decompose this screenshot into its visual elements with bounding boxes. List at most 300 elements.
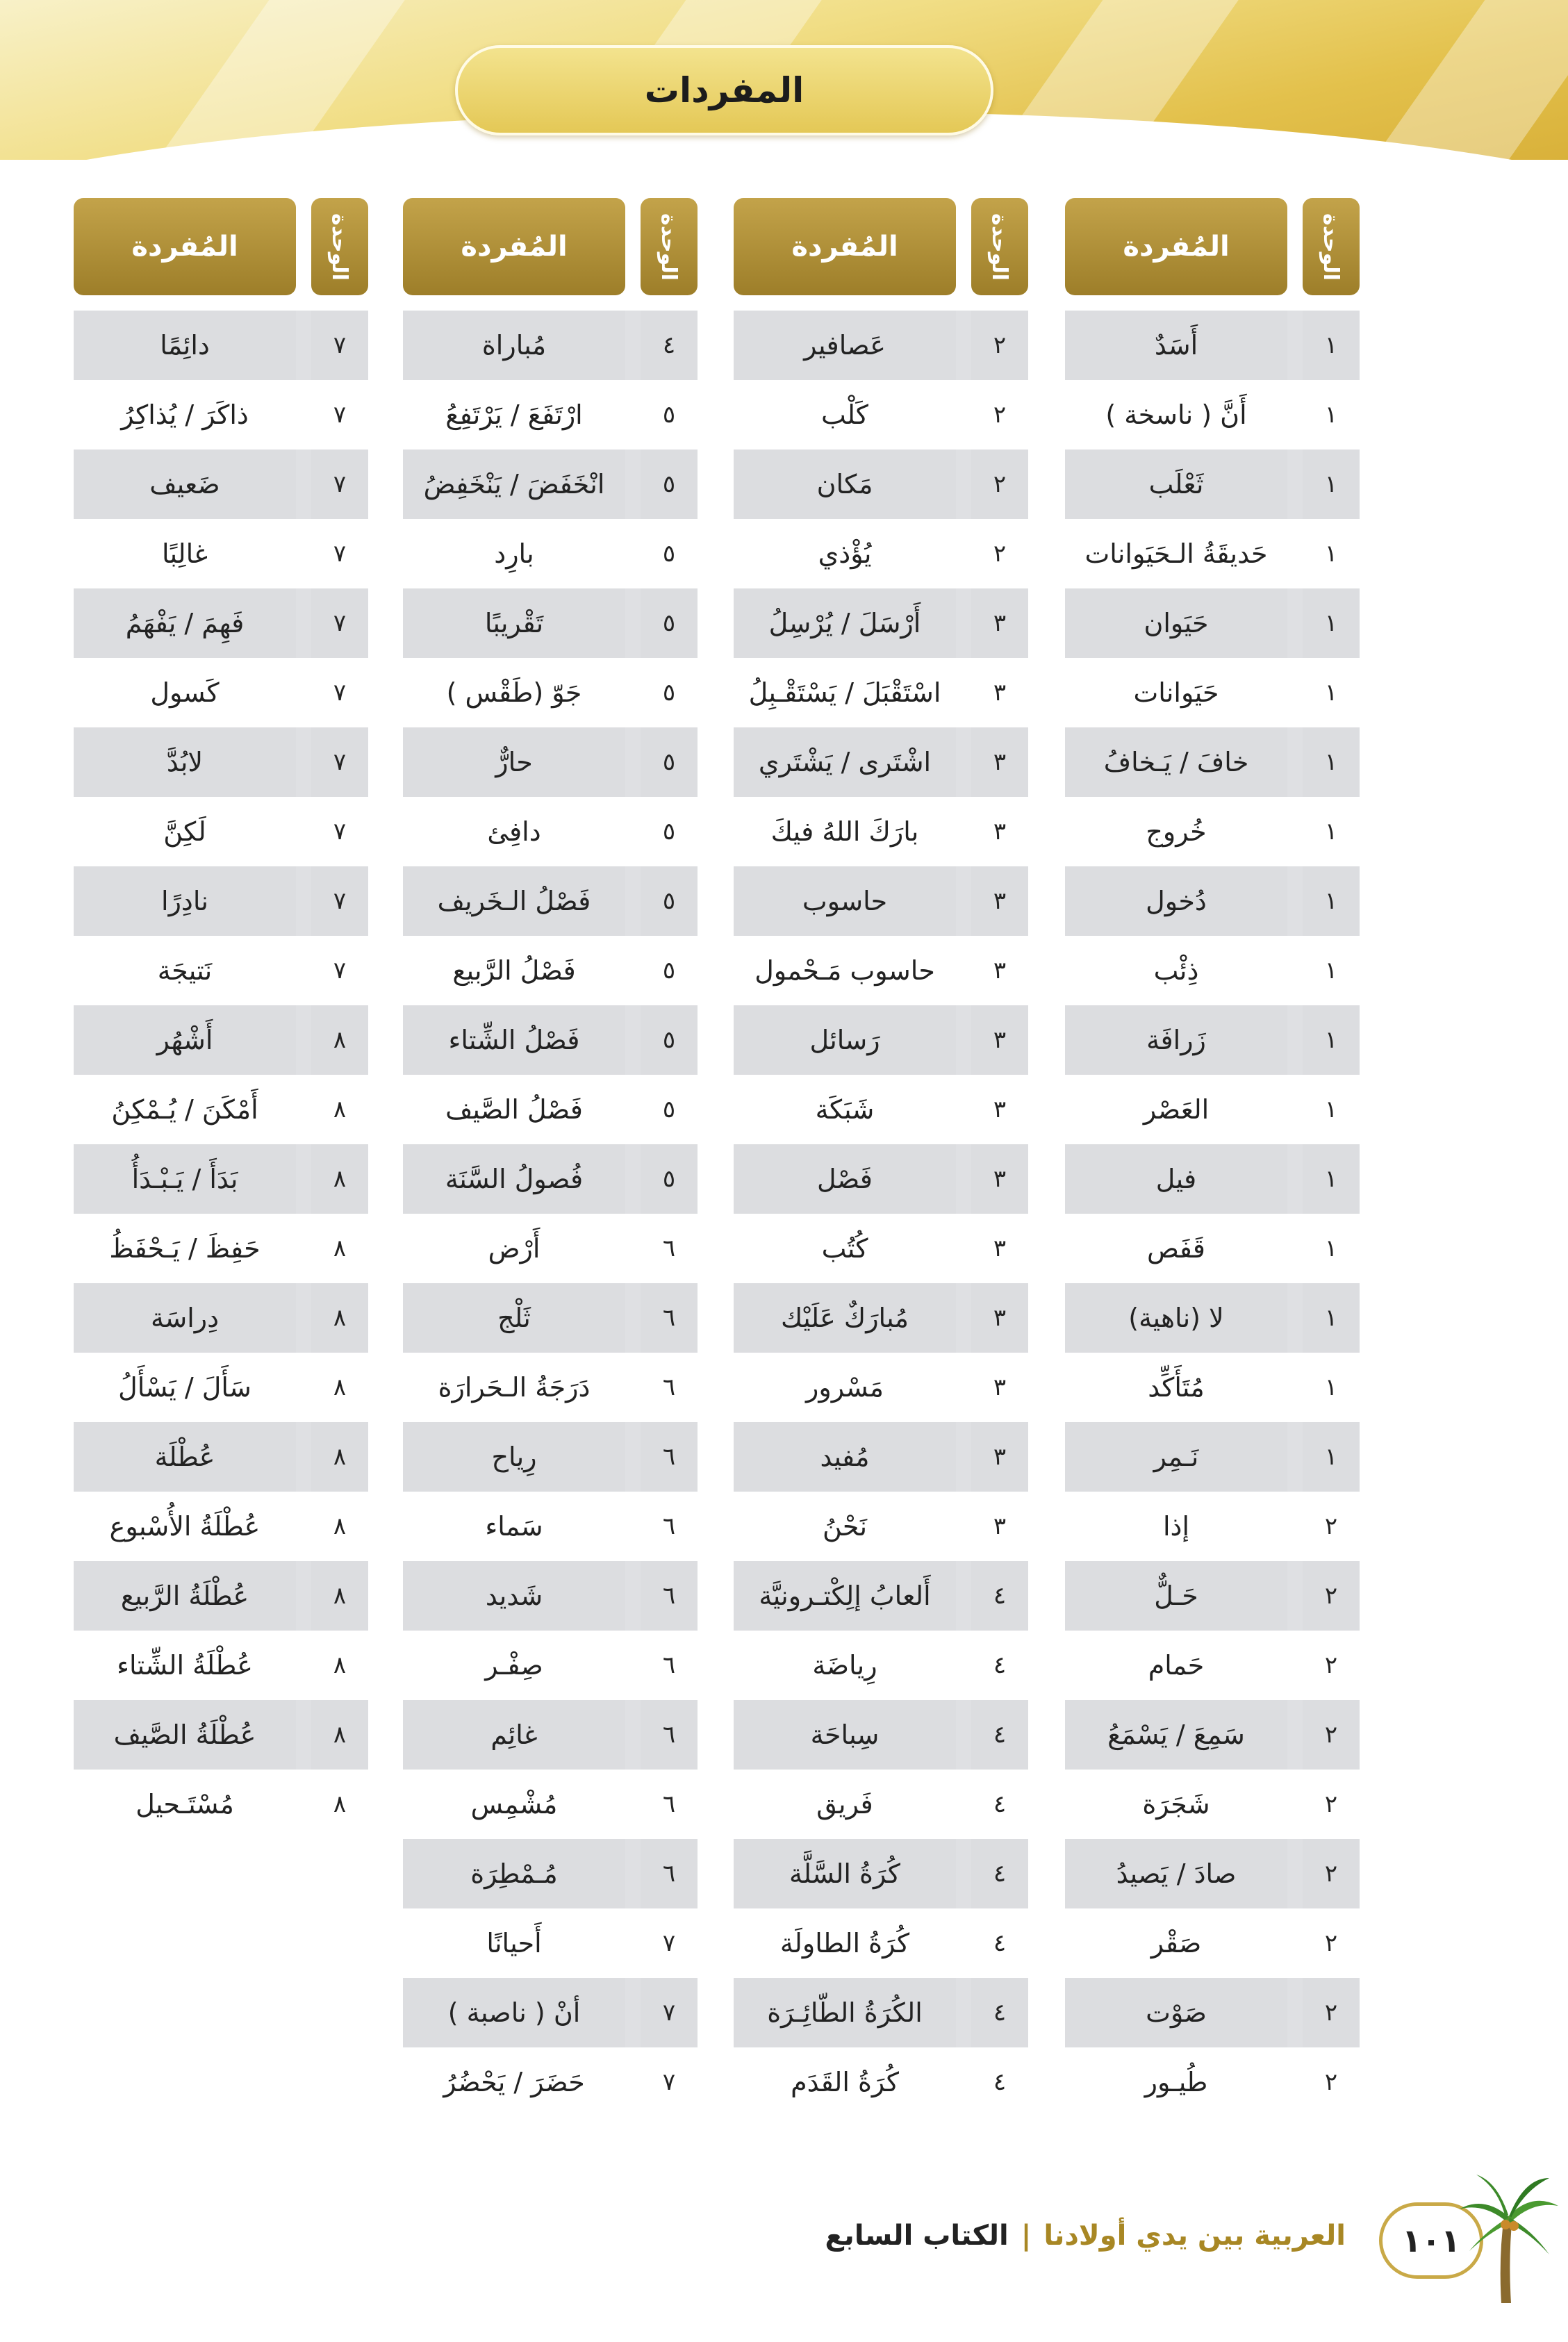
vocab-word: حَضَرَ / يَحْضُرُ [403,2047,625,2117]
unit-number: ٣ [971,588,1028,658]
vocab-word: لا (ناهية) [1065,1283,1287,1353]
table-row [1065,797,1360,866]
vocab-word: مُشْمِس [403,1770,625,1839]
table-row [74,519,368,588]
vocab-word: أَرْسَلَ / يُرْسِلُ [734,588,956,658]
vocab-word: عُطْلَةُ الأُسْبوع [74,1492,296,1561]
book-title [825,2220,1346,2252]
unit-number: ٤ [971,1561,1028,1631]
unit-number: ٦ [641,1422,698,1492]
vocab-word: فَهِمَ / يَفْهَمُ [74,588,296,658]
table-row [1065,1005,1360,1075]
vocab-word: حَمام [1065,1631,1287,1700]
table-row [403,1839,698,1908]
unit-number: ١ [1303,797,1360,866]
vocab-word: لابُدَّ [74,727,296,797]
unit-number: ١ [1303,1283,1360,1353]
vocab-word: الكُرَةُ الطّائِـرَة [734,1978,956,2047]
table-row [734,1770,1028,1839]
vocab-word: حَفِظَ / يَـحْفَظُ [74,1214,296,1283]
vocab-word: دائِمًا [74,311,296,380]
table-row [74,1492,368,1561]
table-row [403,797,698,866]
vocab-word: سَمِعَ / يَسْمَعُ [1065,1700,1287,1770]
vocab-table-3 [403,198,698,2117]
table-body [1065,311,1360,2117]
unit-number: ٨ [311,1075,368,1144]
table-row [1065,727,1360,797]
unit-number: ٢ [971,311,1028,380]
vocab-word: حَـلٌّ [1065,1561,1287,1631]
vocab-word: عُطْلَةُ الصَّيف [74,1700,296,1770]
table-row [734,380,1028,450]
vocab-word: حارٌّ [403,727,625,797]
header-word-label: المُفردة [1065,198,1287,295]
unit-number: ١ [1303,1422,1360,1492]
table-row [1065,1561,1360,1631]
unit-number: ٥ [641,1075,698,1144]
table-row [1065,1631,1360,1700]
vocab-word: رِياح [403,1422,625,1492]
unit-number: ٧ [311,380,368,450]
table-row [1065,380,1360,450]
vocab-word: دافِئ [403,797,625,866]
table-row [1065,1978,1360,2047]
unit-number: ٦ [641,1839,698,1908]
vocab-word: يُؤْذي [734,519,956,588]
table-body [403,311,698,2117]
table-row [403,1283,698,1353]
vocab-word: عُطْلَة [74,1422,296,1492]
unit-number: ٣ [971,1492,1028,1561]
unit-number: ٨ [311,1422,368,1492]
table-row [734,1353,1028,1422]
vocab-word: مَكان [734,450,956,519]
table-header [403,198,698,295]
vocab-word: رَسائل [734,1005,956,1075]
unit-number: ١ [1303,588,1360,658]
book-volume: الكتاب السابع [825,2220,1009,2252]
table-row [403,658,698,727]
vocab-word: جَوّ (طَقْس ) [403,658,625,727]
table-row [403,1908,698,1978]
table-row [74,658,368,727]
table-row [734,1908,1028,1978]
header-unit-cell [971,198,1028,295]
table-row [403,727,698,797]
unit-number: ٦ [641,1631,698,1700]
table-row [74,1144,368,1214]
table-row [734,727,1028,797]
vocab-word: ذاكَرَ / يُذاكِرُ [74,380,296,450]
vocab-word: دِراسَة [74,1283,296,1353]
table-header [734,198,1028,295]
header-unit-label: الوحدة [987,213,1012,281]
table-row [734,1214,1028,1283]
unit-number: ٨ [311,1144,368,1214]
table-row [403,311,698,380]
unit-number: ٢ [971,519,1028,588]
vocab-word: فَصْلُ الرَّبيع [403,936,625,1005]
unit-number: ٥ [641,797,698,866]
unit-number: ٧ [641,1978,698,2047]
unit-number: ٣ [971,727,1028,797]
unit-number: ٦ [641,1561,698,1631]
table-row [403,1700,698,1770]
table-row [734,588,1028,658]
unit-number: ٤ [971,1700,1028,1770]
header-word-label: المُفردة [403,198,625,295]
unit-number: ٥ [641,936,698,1005]
unit-number: ٧ [311,658,368,727]
table-row [74,1005,368,1075]
vocab-word: سَأَلَ / يَسْأَلُ [74,1353,296,1422]
unit-number: ٢ [971,380,1028,450]
unit-number: ٥ [641,1144,698,1214]
unit-number: ٣ [971,658,1028,727]
unit-number: ٧ [311,866,368,936]
unit-number: ٨ [311,1561,368,1631]
vocab-word: نادِرًا [74,866,296,936]
unit-number: ٥ [641,519,698,588]
vocab-word: مُباراة [403,311,625,380]
vocab-word: لَكِنَّ [74,797,296,866]
vocab-word: حاسوب مَـحْمول [734,936,956,1005]
unit-number: ٧ [311,450,368,519]
table-body [734,311,1028,2117]
table-row [734,311,1028,380]
table-row [734,1978,1028,2047]
unit-number: ٧ [311,797,368,866]
unit-number: ٧ [311,519,368,588]
unit-number: ٥ [641,380,698,450]
table-row [1065,1422,1360,1492]
vocab-word: تَقْريبًا [403,588,625,658]
unit-number: ٤ [971,1631,1028,1700]
vocab-word: مُـمْطِرَة [403,1839,625,1908]
unit-number: ٨ [311,1214,368,1283]
vocab-table-2 [734,198,1028,2117]
vocab-word: كُرَةُ الطاولَة [734,1908,956,1978]
unit-number: ٢ [1303,1908,1360,1978]
vocab-word: أَسَدٌ [1065,311,1287,380]
unit-number: ٢ [1303,1978,1360,2047]
header-unit-cell [311,198,368,295]
table-row [74,797,368,866]
unit-number: ٤ [971,1770,1028,1839]
table-row [74,1214,368,1283]
vocab-word: اشْتَرى / يَشْتَري [734,727,956,797]
table-row [734,1492,1028,1561]
unit-number: ٢ [1303,1839,1360,1908]
unit-number: ٦ [641,1214,698,1283]
vocab-word: شَديد [403,1561,625,1631]
unit-number: ١ [1303,866,1360,936]
unit-number: ٥ [641,866,698,936]
table-row [734,797,1028,866]
vocab-word: ثَلْج [403,1283,625,1353]
unit-number: ٢ [1303,1631,1360,1700]
table-row [74,866,368,936]
unit-number: ٦ [641,1700,698,1770]
vocab-word: فَصْلُ الـخَريف [403,866,625,936]
page-footer [0,2175,1568,2314]
unit-number: ٨ [311,1283,368,1353]
table-row [734,1561,1028,1631]
vocab-word: حَيَوان [1065,588,1287,658]
unit-number: ١ [1303,1214,1360,1283]
table-row [1065,588,1360,658]
table-row [734,1631,1028,1700]
header-unit-cell [1303,198,1360,295]
vocab-word: بارِد [403,519,625,588]
table-row [403,1422,698,1492]
vocab-table-1 [1065,198,1360,2117]
vocab-word: ضَعيف [74,450,296,519]
table-row [403,936,698,1005]
table-row [74,936,368,1005]
unit-number: ٢ [1303,2047,1360,2117]
vocab-word: عَصافير [734,311,956,380]
unit-number: ٥ [641,588,698,658]
table-row [1065,311,1360,380]
vocab-word: أَحيانًا [403,1908,625,1978]
table-row [403,1978,698,2047]
table-row [1065,1075,1360,1144]
vocab-word: دَرَجَةُ الـحَرارَة [403,1353,625,1422]
vocab-word: أَشْهُر [74,1005,296,1075]
table-row [403,1770,698,1839]
vocab-word: فيل [1065,1144,1287,1214]
unit-number: ٤ [971,1839,1028,1908]
vocab-word: انْخَفَضَ / يَنْخَفِضُ [403,450,625,519]
page-number: ١٠١ [1379,2202,1483,2279]
vocab-word: نَتيجَة [74,936,296,1005]
table-row [74,1075,368,1144]
unit-number: ٧ [311,727,368,797]
vocab-word: حَيَوانات [1065,658,1287,727]
vocab-word: خُروج [1065,797,1287,866]
table-row [74,1561,368,1631]
unit-number: ١ [1303,311,1360,380]
unit-number: ٢ [1303,1561,1360,1631]
unit-number: ٦ [641,1283,698,1353]
vocab-word: نَـمِر [1065,1422,1287,1492]
unit-number: ٥ [641,450,698,519]
table-row [403,1005,698,1075]
unit-number: ١ [1303,727,1360,797]
table-row [1065,1214,1360,1283]
vocab-word: اسْتَقْبَلَ / يَسْتَقْـبِلُ [734,658,956,727]
vocab-word: دُخول [1065,866,1287,936]
vocab-word: كُرَةُ السَّلَّة [734,1839,956,1908]
table-row [74,311,368,380]
table-row [403,588,698,658]
table-row [734,1075,1028,1144]
vocab-word: حَديقَةُ الـحَيَوانات [1065,519,1287,588]
vocab-word: مُفيد [734,1422,956,1492]
table-row [403,450,698,519]
vocab-word: أنْ ( ناصبة ) [403,1978,625,2047]
unit-number: ١ [1303,450,1360,519]
vocab-word: كُتُب [734,1214,956,1283]
table-header [74,198,368,295]
unit-number: ٣ [971,1075,1028,1144]
unit-number: ٨ [311,1770,368,1839]
vocab-word: نَحْنُ [734,1492,956,1561]
table-row [734,658,1028,727]
table-row [74,1631,368,1700]
table-row [403,1144,698,1214]
header-word-label: المُفردة [734,198,956,295]
table-row [1065,1144,1360,1214]
unit-number: ٨ [311,1492,368,1561]
vocab-word: أَنَّ ( ناسخة ) [1065,380,1287,450]
table-row [403,1075,698,1144]
unit-number: ٧ [311,588,368,658]
unit-number: ١ [1303,1144,1360,1214]
unit-number: ٤ [971,2047,1028,2117]
vocab-word: فَصْلُ الصَّيف [403,1075,625,1144]
table-row [734,519,1028,588]
table-row [74,1422,368,1492]
table-row [734,1422,1028,1492]
table-row [1065,1700,1360,1770]
table-row [403,1561,698,1631]
table-row [74,450,368,519]
vocab-word: حاسوب [734,866,956,936]
table-body [74,311,368,1839]
table-row [1065,1492,1360,1561]
unit-number: ٢ [971,450,1028,519]
vocab-word: كُرَةُ القَدَم [734,2047,956,2117]
page-title: المفردات [455,45,993,135]
header-unit-label: الوحدة [657,213,682,281]
table-row [1065,1770,1360,1839]
unit-number: ٣ [971,1422,1028,1492]
header-unit-cell [641,198,698,295]
vocab-word: فَصْلُ الشِّتاء [403,1005,625,1075]
table-row [1065,866,1360,936]
unit-number: ٣ [971,1353,1028,1422]
table-row [1065,936,1360,1005]
vocab-word: سَماء [403,1492,625,1561]
table-row [1065,658,1360,727]
table-row [1065,1283,1360,1353]
vocab-word: مَسْرور [734,1353,956,1422]
table-row [403,866,698,936]
unit-number: ٥ [641,727,698,797]
vocab-word: فَريق [734,1770,956,1839]
unit-number: ٧ [311,311,368,380]
table-row [403,1631,698,1700]
unit-number: ٢ [1303,1492,1360,1561]
unit-number: ٤ [971,1908,1028,1978]
vocab-word: مُبارَكٌ عَلَيْك [734,1283,956,1353]
vocab-word: كَسول [74,658,296,727]
vocab-word: صَوْت [1065,1978,1287,2047]
vocab-word: العَصْر [1065,1075,1287,1144]
table-row [74,588,368,658]
table-row [734,936,1028,1005]
table-row [734,1005,1028,1075]
vocab-word: إذا [1065,1492,1287,1561]
unit-number: ٣ [971,1005,1028,1075]
table-row [403,1214,698,1283]
unit-number: ١ [1303,658,1360,727]
unit-number: ٨ [311,1700,368,1770]
unit-number: ٢ [1303,1770,1360,1839]
vocab-word: عُطْلَةُ الشِّتاء [74,1631,296,1700]
unit-number: ٨ [311,1353,368,1422]
unit-number: ١ [1303,519,1360,588]
series-title: العربية بين يدي أولادنا [1043,2220,1346,2252]
vocab-word: فَصْل [734,1144,956,1214]
unit-number: ٦ [641,1353,698,1422]
table-row [403,519,698,588]
table-row [734,1283,1028,1353]
table-row [403,1492,698,1561]
vocab-word: بارَكَ اللهُ فيكَ [734,797,956,866]
vocab-word: بَدَأَ / يَـبْـدَأُ [74,1144,296,1214]
unit-number: ٣ [971,797,1028,866]
unit-number: ٧ [641,2047,698,2117]
unit-number: ٧ [311,936,368,1005]
vocab-word: أَلعابُ إلِكْتـرونيَّة [734,1561,956,1631]
table-header [1065,198,1360,295]
table-row [734,450,1028,519]
vocab-word: مُتَأَكِّد [1065,1353,1287,1422]
vocab-word: مُسْتَـحيل [74,1770,296,1839]
unit-number: ٢ [1303,1700,1360,1770]
unit-number: ٣ [971,866,1028,936]
unit-number: ٣ [971,1283,1028,1353]
table-row [74,1353,368,1422]
table-row [74,380,368,450]
table-row [1065,2047,1360,2117]
vocab-word: ارْتَفَعَ / يَرْتَفِعُ [403,380,625,450]
table-row [734,1839,1028,1908]
vocab-word: صَقْر [1065,1908,1287,1978]
vocab-word: سِباحَة [734,1700,956,1770]
table-row [1065,519,1360,588]
table-row [403,1353,698,1422]
vocab-word: صِفْـر [403,1631,625,1700]
table-row [74,1283,368,1353]
header-unit-label: الوحدة [1319,213,1344,281]
table-row [1065,1908,1360,1978]
vocab-word: طُيـور [1065,2047,1287,2117]
vocab-word: زَرافَة [1065,1005,1287,1075]
unit-number: ٤ [641,311,698,380]
vocab-word: غائِم [403,1700,625,1770]
vocab-word: صادَ / يَصيدُ [1065,1839,1287,1908]
header-word-label: المُفردة [74,198,296,295]
table-row [734,1144,1028,1214]
unit-number: ١ [1303,1005,1360,1075]
unit-number: ٦ [641,1492,698,1561]
table-row [74,727,368,797]
table-row [1065,1353,1360,1422]
vocab-word: أَمْكَنَ / يُـمْكِنُ [74,1075,296,1144]
vocab-word: كَلْب [734,380,956,450]
unit-number: ٨ [311,1631,368,1700]
table-row [403,2047,698,2117]
unit-number: ١ [1303,380,1360,450]
unit-number: ٣ [971,1214,1028,1283]
unit-number: ٥ [641,658,698,727]
table-row [734,866,1028,936]
